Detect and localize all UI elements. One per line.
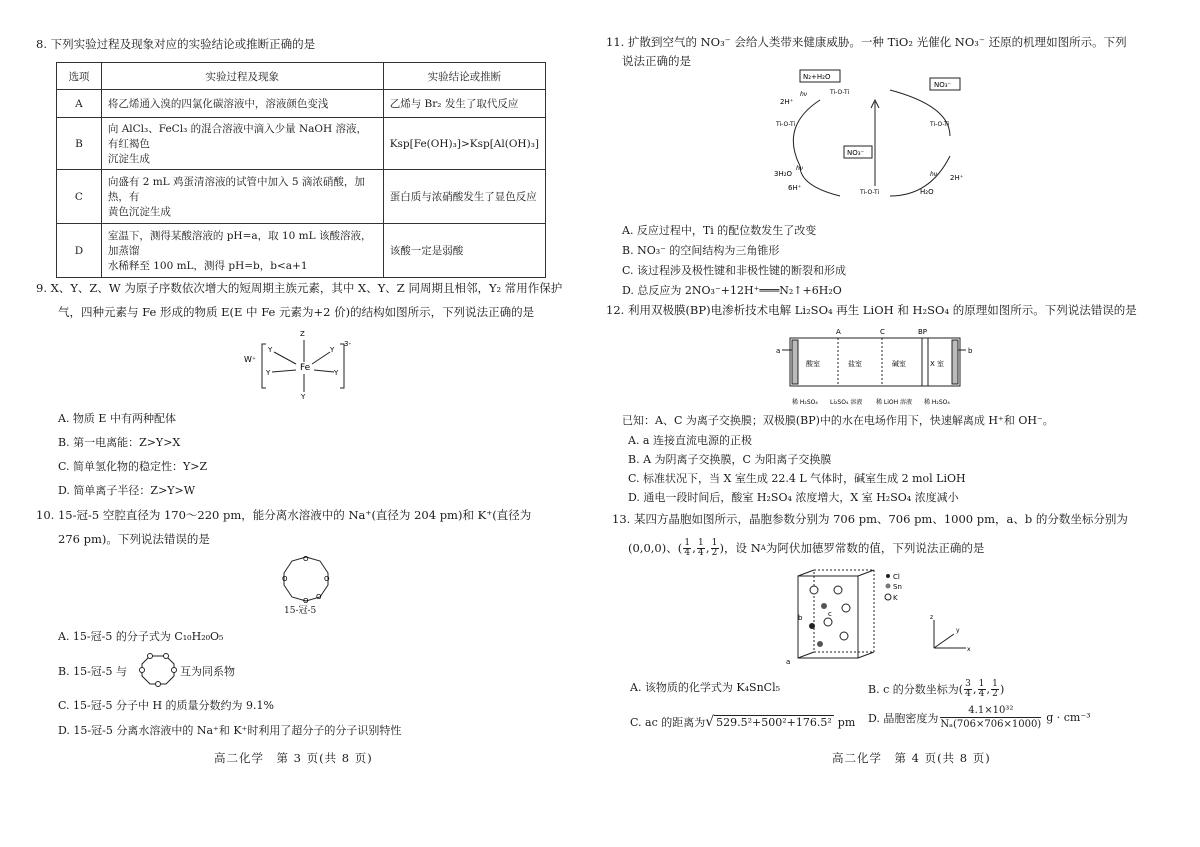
inlet-label: 稀 H₂SO₄ (792, 399, 818, 406)
denominator: Nₐ(706×706×1000) (940, 718, 1042, 730)
numerator: 1 (992, 678, 998, 689)
structure-label: Y (334, 369, 339, 377)
q12-option-c: C. 标准状况下，当 X 室生成 22.4 L 气体时，碱室生成 2 mol LiOH (628, 472, 966, 485)
q13-stem-part: 为阿伏加德罗常数的值，下列说法正确的是 (765, 541, 985, 555)
q8-table (56, 62, 546, 278)
comma: , (692, 541, 696, 555)
structure-label: Fe (300, 363, 311, 373)
axis-label: z (930, 614, 934, 621)
q10-option-d: D. 15-冠-5 分离水溶液中的 Na⁺和 K⁺时利用了超分子的分子识别特性 (58, 724, 402, 737)
subscript: A (760, 544, 766, 552)
structure-label: W⁺ (244, 355, 257, 364)
q10-option-c: C. 15-冠-5 分子中 H 的质量分数约为 9.1% (58, 699, 274, 712)
axis-label: x (967, 646, 971, 653)
q9-option-a: A. 物质 E 中有两种配体 (58, 412, 176, 425)
table-cell: D (57, 224, 102, 278)
legend-label: K (893, 594, 898, 602)
q11-option-b: B. NO₃⁻ 的空间结构为三角锥形 (622, 244, 780, 257)
q9-option-d: D. 简单离子半径：Z>Y>W (58, 484, 196, 497)
q13-option-b (868, 675, 1004, 703)
numerator: 1 (684, 537, 691, 548)
q12-known: 已知：A、C 为离子交换膜；双极膜(BP)中的水在电场作用下，快速解离成 H⁺和 OH⁻。 (622, 414, 1054, 427)
table-header: 实验过程及现象 (101, 63, 383, 90)
species-label: 2H⁺ (950, 174, 964, 182)
numerator: 4.1×10³² (968, 705, 1014, 716)
denominator: 4 (965, 688, 971, 699)
species-label: Ti-O-Ti (930, 121, 950, 128)
numerator: 3 (965, 678, 971, 689)
table-cell (101, 118, 383, 170)
table-cell: 乙烯与 Br₂ 发生了取代反应 (383, 90, 545, 118)
comma: , (705, 541, 710, 555)
photocatalysis-cycle-diagram (760, 66, 990, 216)
q9-option-b: B. 第一电离能：Z>Y>X (58, 436, 181, 449)
cell-label: b (798, 614, 803, 622)
species-label: Ti-O-Ti (830, 89, 850, 96)
q13-stem-part: (0,0,0)、( (628, 541, 683, 555)
species-label: 2H⁺ (780, 98, 794, 106)
cell-line: 向 AlCl₃、FeCl₃ 的混合溶液中滴入少量 NaOH 溶液，有红褐色 (107, 123, 368, 150)
structure-label: Y (266, 369, 271, 377)
species-label: Ti-O-Ti (860, 189, 880, 196)
q12-stem: 12. 利用双极膜(BP)电渗析技术电解 Li₂SO₄ 再生 LiOH 和 H₂SO₄ 的原理如图所示。下列说法错误的是 (606, 303, 1137, 317)
cell-line: 黄色沉淀生成 (107, 206, 171, 218)
denominator: 2 (711, 547, 718, 558)
table-cell: 将乙烯通入溴的四氯化碳溶液中，溶液颜色变浅 (101, 90, 383, 118)
unit-cell-diagram (784, 566, 920, 666)
q10-option-a: A. 15-冠-5 的分子式为 C₁₀H₂₀O₅ (58, 630, 224, 643)
crown-ether-structure (276, 553, 336, 605)
left-page-footer: 高二化学 第 3 页(共 8 页) (214, 751, 373, 765)
q9-option-c: C. 简单氢化物的稳定性：Y>Z (58, 460, 208, 473)
legend-label: Sn (893, 583, 902, 591)
species-label: hν (796, 165, 804, 172)
table-cell: Ksp[Fe(OH)₃]>Ksp[Al(OH)₃] (383, 118, 545, 170)
cell-line: 室温下，测得某酸溶液的 pH=a，取 10 mL 该酸溶液，加蒸馏 (107, 230, 372, 257)
option-d-prefix: D. 晶胞密度为 (868, 711, 939, 725)
membrane-label: BP (918, 328, 928, 336)
fraction (978, 680, 986, 699)
crown-ether-label: 15-冠-5 (284, 606, 317, 616)
q12-option-d: D. 通电一段时间后，酸室 H₂SO₄ 浓度增大，X 室 H₂SO₄ 浓度减小 (628, 491, 959, 504)
atom-label: O (316, 593, 322, 601)
inlet-label: 稀 H₂SO₄ (924, 399, 950, 406)
table-cell: B (57, 118, 102, 170)
comma: , (973, 682, 977, 696)
q10-stem-line1: 10. 15-冠-5 空腔直径为 170～220 pm，能分离水溶液中的 Na⁺(直径为 204 pm)和 K⁺(直径为 (36, 508, 532, 522)
chamber-label: 酸室 (806, 360, 820, 368)
species-label: Ti-O-Ti (776, 121, 796, 128)
denominator: 4 (684, 547, 691, 558)
denominator: 2 (992, 688, 998, 699)
table-row (57, 90, 546, 118)
table-cell: 该酸一定是弱酸 (383, 224, 545, 278)
denominator: 4 (978, 688, 985, 699)
numerator: 1 (978, 678, 985, 689)
cell-line: 向盛有 2 mL 鸡蛋清溶液的试管中加入 5 滴浓硝酸，加热，有 (107, 176, 365, 203)
sqrt-sign: √ (705, 714, 715, 730)
structure-label: 3- (344, 340, 351, 348)
structure-label: Z (300, 330, 305, 338)
membrane-label: A (836, 328, 841, 336)
cell-label: a (786, 658, 791, 666)
q13-option-d (868, 705, 1091, 730)
chamber-label: 盐室 (848, 360, 862, 368)
table-row (57, 224, 546, 278)
fraction (940, 705, 1041, 730)
table-row (57, 118, 546, 170)
atom-label: O (282, 575, 288, 583)
species-label: N₂+H₂O (803, 73, 831, 81)
table-header: 实验结论或推断 (383, 63, 545, 90)
atom-label: O (303, 597, 309, 605)
q11-option-d: D. 总反应为 2NO₃⁻+12H⁺═══N₂↑+6H₂O (622, 284, 842, 297)
q9-stem-line1: 9. X、Y、Z、W 为原子序数依次增大的短周期主族元素，其中 X、Y、Z 同周期且相邻，Y₂ 常用作保护 (36, 281, 563, 295)
fraction (711, 539, 719, 558)
q8-stem: 8. 下列实验过程及现象对应的实验结论或推断正确的是 (36, 37, 316, 51)
table-cell (101, 224, 383, 278)
table-header: 选项 (57, 63, 102, 90)
q10-option-b: B. 15-冠-5 与 (58, 665, 128, 678)
fraction (964, 680, 972, 699)
sqrt-radicand: 529.5²+500²+176.5² (716, 716, 832, 729)
paren: ) (1000, 682, 1005, 696)
numerator: 1 (698, 537, 704, 548)
species-label: 6H⁺ (788, 184, 802, 192)
cell-label: c (828, 610, 832, 618)
table-cell (101, 170, 383, 224)
table-cell: A (57, 90, 102, 118)
q13-stem-part: )，设 N (719, 541, 761, 555)
q12-option-b: B. A 为阴离子交换膜，C 为阳离子交换膜 (628, 453, 832, 466)
electrodialysis-cell-diagram (770, 324, 990, 410)
q13-stem-line2 (628, 533, 984, 563)
fraction (991, 680, 999, 699)
axes-diagram (926, 612, 974, 654)
q13-option-a: A. 该物质的化学式为 K₄SnCl₅ (630, 681, 781, 694)
numerator: 1 (711, 537, 718, 548)
option-b-prefix: B. c 的分数坐标为( (868, 683, 964, 696)
denominator: 4 (698, 547, 704, 558)
q12-option-a: A. a 连接直流电源的正极 (628, 434, 752, 447)
right-page-footer: 高二化学 第 4 页(共 8 页) (832, 751, 991, 765)
crown-ether-analog-structure (138, 652, 178, 688)
q9-stem-line2: 气，四种元素与 Fe 形成的物质 E(E 中 Fe 元素为+2 价)的结构如图所示，下列说法正确的是 (58, 305, 535, 319)
inlet-label: 稀 LiOH 溶液 (876, 399, 913, 406)
cell-line: 沉淀生成 (107, 153, 150, 165)
fraction (697, 539, 705, 558)
species-label: hν (930, 171, 938, 178)
q13-option-c (630, 714, 855, 730)
table-header-row (57, 63, 546, 90)
complex-e-structure (240, 326, 360, 400)
structure-label: Y (301, 393, 306, 400)
electrode-label: a (776, 347, 781, 355)
electrode-label: b (968, 347, 973, 355)
q10-stem-line2: 276 pm)。下列说法错误的是 (58, 532, 210, 546)
q11-option-c: C. 该过程涉及极性键和非极性键的断裂和形成 (622, 264, 847, 277)
membrane-label: C (880, 328, 885, 336)
table-cell: 蛋白质与浓硝酸发生了显色反应 (383, 170, 545, 224)
atom-label: O (324, 575, 330, 583)
structure-label: Y (330, 346, 335, 354)
inlet-label: Li₂SO₄ 溶液 (830, 399, 863, 406)
q11-stem-line1: 11. 扩散到空气的 NO₃⁻ 会给人类带来健康威胁。一种 TiO₂ 光催化 NO₃⁻ 还原的机理如图所示。下列 (606, 35, 1127, 49)
species-label: 3H₂O (774, 170, 793, 178)
cell-line: 水稀释至 100 mL，测得 pH=b，b<a+1 (107, 260, 308, 272)
q13-stem-line1: 13. 某四方晶胞如图所示，晶胞参数分别为 706 pm、706 pm、1000 pm，a、b 的分数坐标分别为 (612, 512, 1128, 526)
chamber-label: 碱室 (892, 360, 906, 368)
species-label: NO₃⁻ (934, 81, 952, 89)
species-label: NO₃⁻ (847, 149, 865, 157)
fraction (683, 539, 691, 558)
species-label: H₂O (920, 188, 934, 196)
table-cell: C (57, 170, 102, 224)
legend-label: Cl (893, 573, 900, 581)
q10-option-b-tail: 互为同系物 (180, 665, 235, 678)
table-row (57, 170, 546, 224)
axis-label: y (956, 627, 960, 634)
structure-label: Y (268, 346, 273, 354)
chamber-label: X 室 (930, 360, 945, 368)
option-d-unit: g · cm⁻³ (1046, 711, 1091, 724)
option-c-prefix: C. ac 的距离为 (630, 716, 706, 729)
q11-stem-line2: 说法正确的是 (622, 54, 691, 68)
q11-option-a: A. 反应过程中，Ti 的配位数发生了改变 (622, 224, 817, 237)
option-c-unit: pm (837, 715, 856, 729)
comma: , (986, 682, 991, 696)
species-label: hν (800, 91, 808, 98)
atom-label: O (303, 555, 309, 563)
